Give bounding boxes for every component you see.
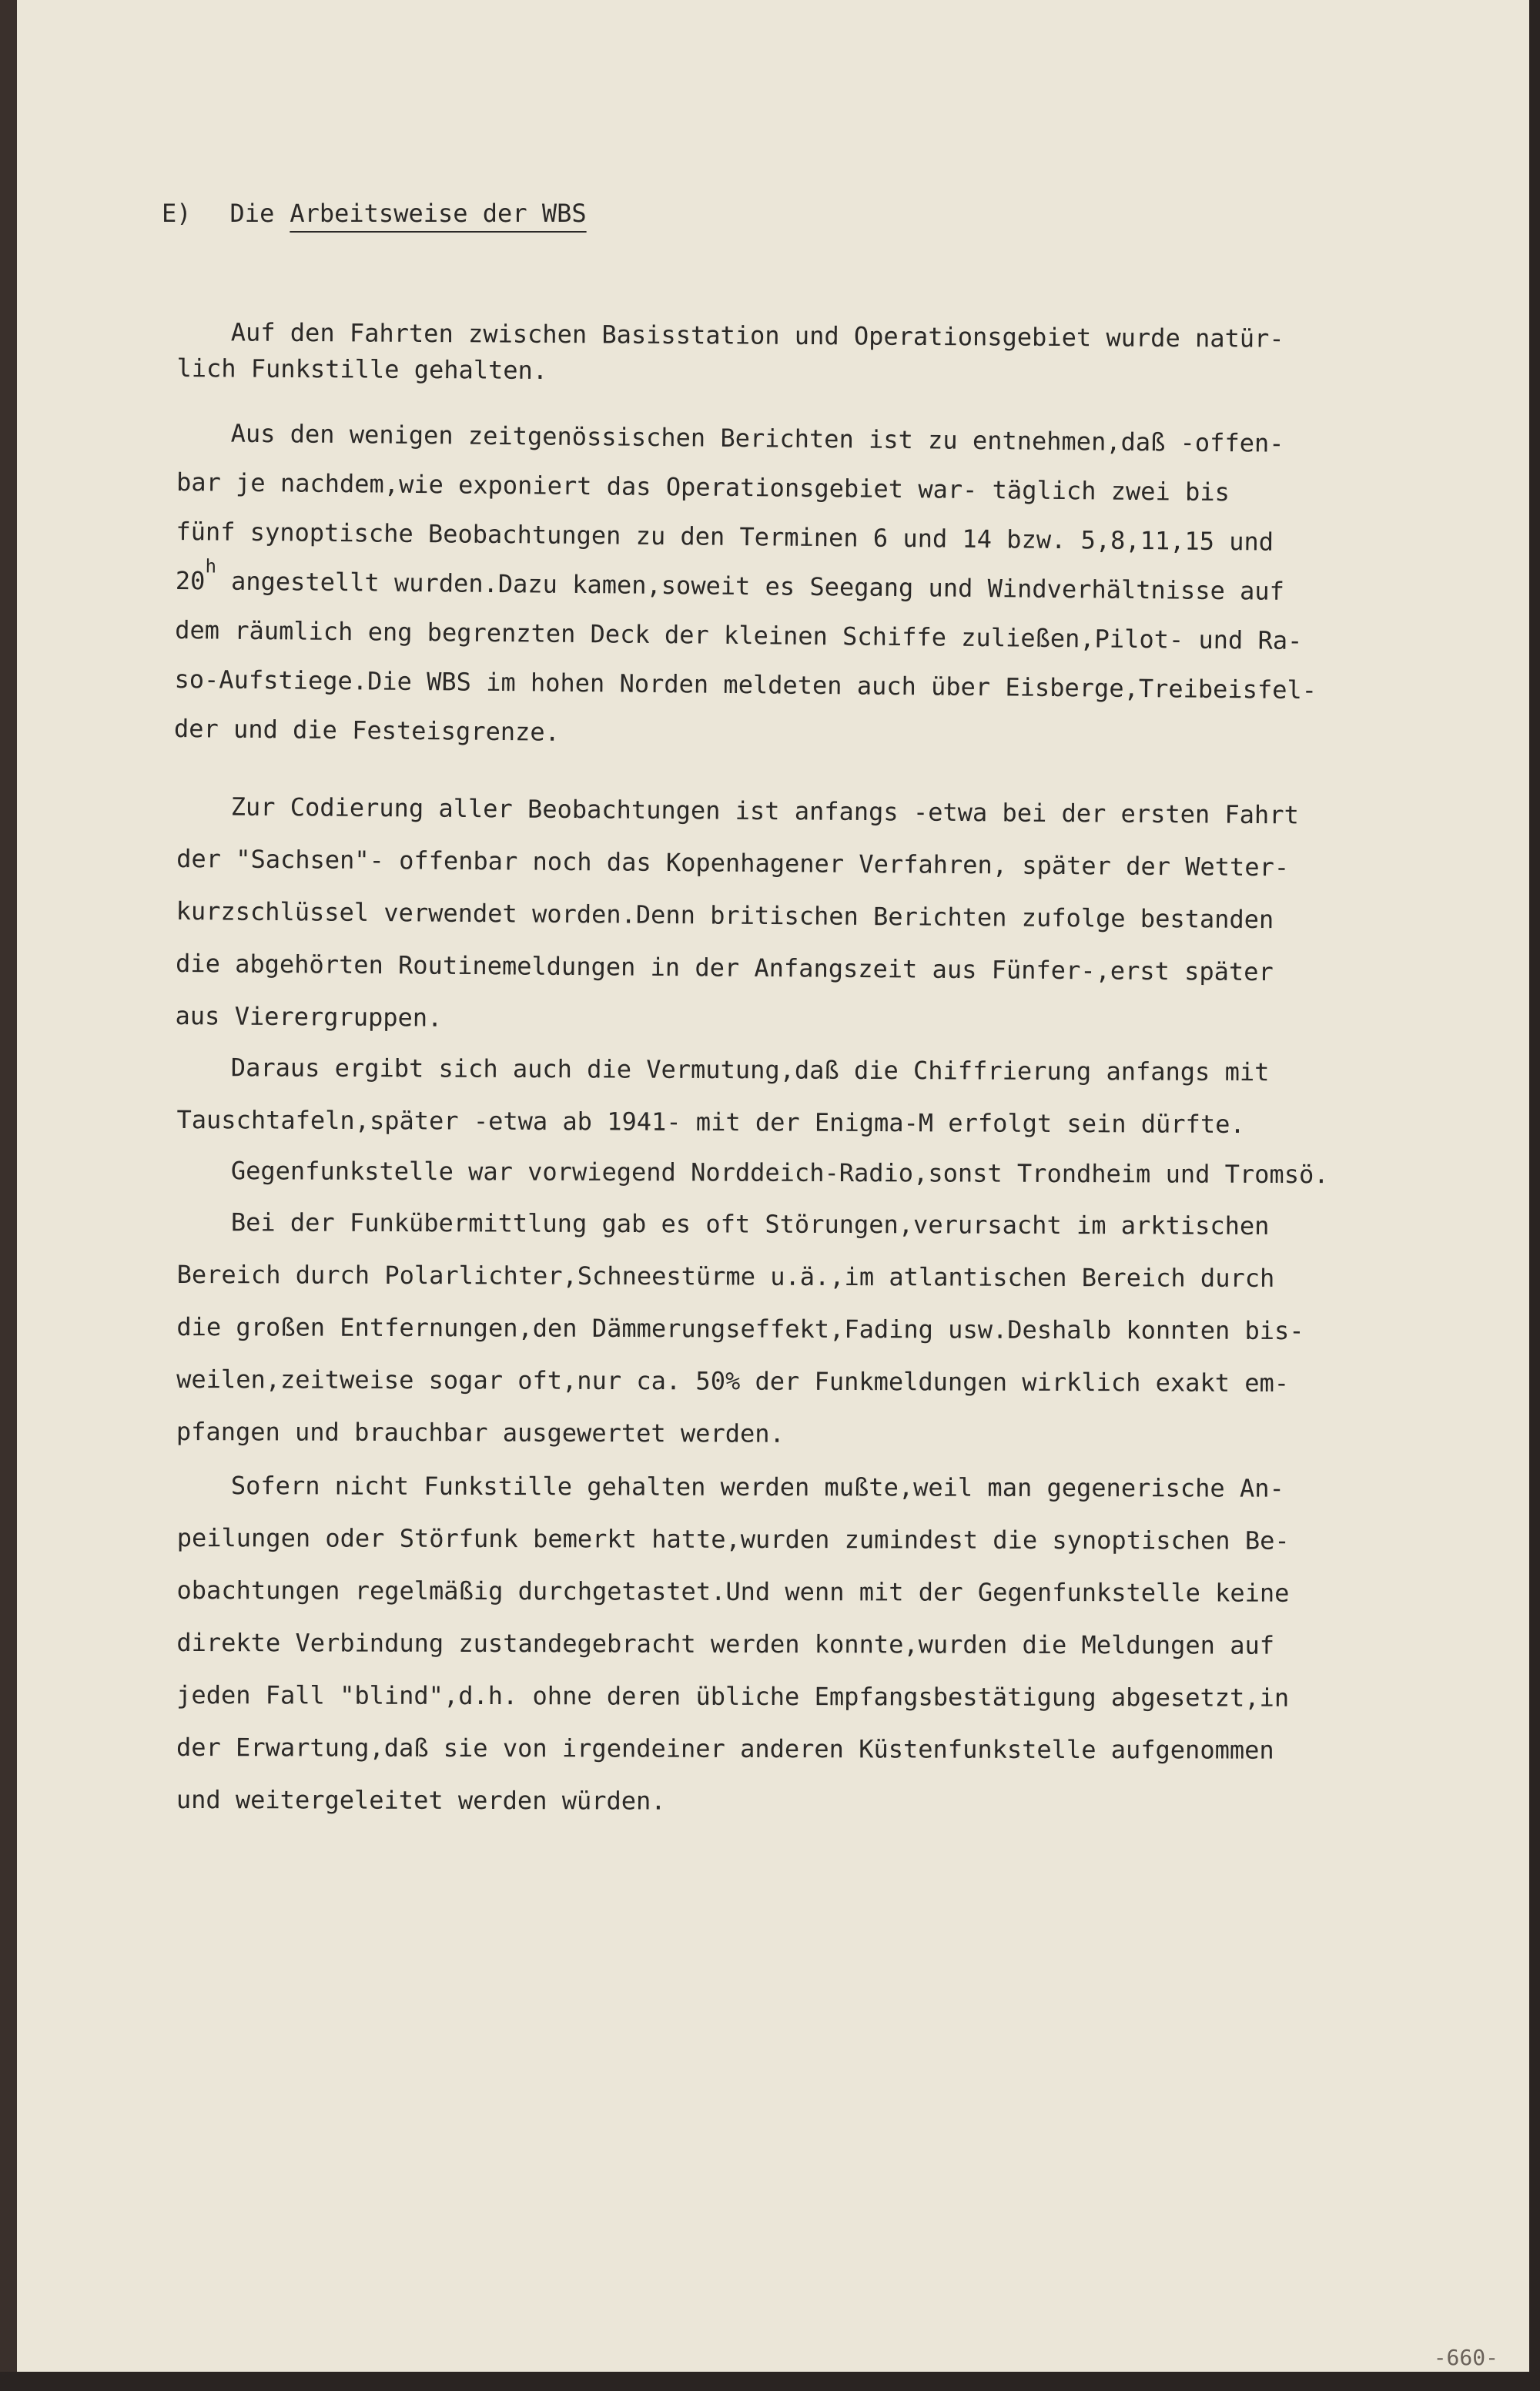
text-line: Bereich durch Polarlichter,Schneestürme u.ä.,im atlantischen Bereich durch <box>176 1259 1275 1293</box>
paragraph-7 <box>176 1459 1486 1829</box>
text-line: Bei der Funkübermittlung gab es oft Störungen,verursacht im arktischen <box>230 1207 1270 1241</box>
paragraph-2 <box>174 408 1486 765</box>
text-line: bar je nachdem,wie exponiert das Operationsgebiet war- täglich zwei bis <box>176 467 1230 507</box>
text-line: der Erwartung,daß sie von irgendeiner anderen Küstenfunkstelle aufgenommen <box>176 1732 1274 1765</box>
text-line: fünf synoptische Beobachtungen zu den Terminen 6 und 14 bzw. 5,8,11,15 und <box>176 516 1274 557</box>
page-number: -660- <box>1433 2345 1498 2370</box>
text-line: Aus den wenigen zeitgenössischen Berichten ist zu entnehmen,daß -offen- <box>230 418 1284 458</box>
text-line: der "Sachsen"- offenbar noch das Kopenhagener Verfahren, später der Wetter- <box>176 843 1290 882</box>
superscript-h: h <box>205 555 217 578</box>
paragraph-3 <box>175 780 1486 1052</box>
text-fragment: angestellt wurden.Dazu kamen,soweit es Seegang und Windverhältnisse auf <box>230 566 1285 606</box>
text-line: Daraus ergibt sich auch die Vermutung,daß die Chiffrierung anfangs mit <box>230 1053 1270 1087</box>
time-value: 20 <box>175 565 206 596</box>
text-line: jeden Fall "blind",d.h. ohne deren übliche Empfangsbestätigung abgesetzt,in <box>176 1679 1290 1713</box>
paragraph-5 <box>177 1145 1486 1201</box>
paragraph-4 <box>176 1041 1486 1151</box>
section-title: Arbeitsweise der WBS <box>290 199 587 228</box>
text-line: obachtungen regelmäßig durchgetastet.Und wenn mit der Gegenfunkstelle keine <box>176 1575 1290 1608</box>
text-line: Sofern nicht Funkstille gehalten werden mußte,weil man gegenerische An- <box>230 1471 1284 1503</box>
heading-word: Die <box>229 199 275 228</box>
section-heading <box>162 199 587 228</box>
text-line: die großen Entfernungen,den Dämmerungseffekt,Fading usw.Deshalb konnten bis- <box>176 1311 1304 1346</box>
paragraph-1 <box>176 306 1486 402</box>
section-letter: E) <box>162 199 192 228</box>
text-line: kurzschlüssel verwendet worden.Denn britischen Berichten zufolge bestanden <box>176 896 1274 935</box>
text-line: und weitergeleitet werden würden. <box>176 1784 666 1816</box>
text-line: Tauschtafeln,später -etwa ab 1941- mit der Enigma-M erfolgt sein dürfte. <box>176 1104 1245 1140</box>
text-line: aus Vierergruppen. <box>175 1000 443 1033</box>
text-line: dem räumlich eng begrenzten Deck der kleinen Schiffe zuließen,Pilot- und Ra- <box>175 614 1303 656</box>
text-line: der und die Festeisgrenze. <box>173 713 561 747</box>
text-line: peilungen oder Störfunk bemerkt hatte,wurden zumindest die synoptischen Be- <box>176 1522 1290 1555</box>
paragraph-6 <box>176 1196 1486 1462</box>
text-line: Gegenfunkstelle war vorwiegend Norddeich-Radio,sonst Trondheim und Tromsö. <box>230 1156 1329 1190</box>
text-line: so-Aufstiege.Die WBS im hohen Norden meldeten auch über Eisberge,Treibeisfel- <box>174 664 1317 705</box>
text-line: lich Funkstille gehalten. <box>176 353 548 385</box>
text-line: Zur Codierung aller Beobachtungen ist anfangs -etwa bei der ersten Fahrt <box>230 792 1299 830</box>
text-line: Auf den Fahrten zwischen Basisstation und Operationsgebiet wurde natür- <box>230 317 1284 353</box>
text-line: die abgehörten Routinemeldungen in der Anfangszeit aus Fünfer-,erst später <box>175 948 1274 987</box>
text-line: pfangen und brauchbar ausgewertet werden. <box>176 1416 785 1448</box>
text-line: weilen,zeitweise sogar oft,nur ca. 50% der Funkmeldungen wirklich exakt em- <box>176 1364 1290 1398</box>
text-line: direkte Verbindung zustandegebracht werden konnte,wurden die Meldungen auf <box>176 1627 1275 1660</box>
